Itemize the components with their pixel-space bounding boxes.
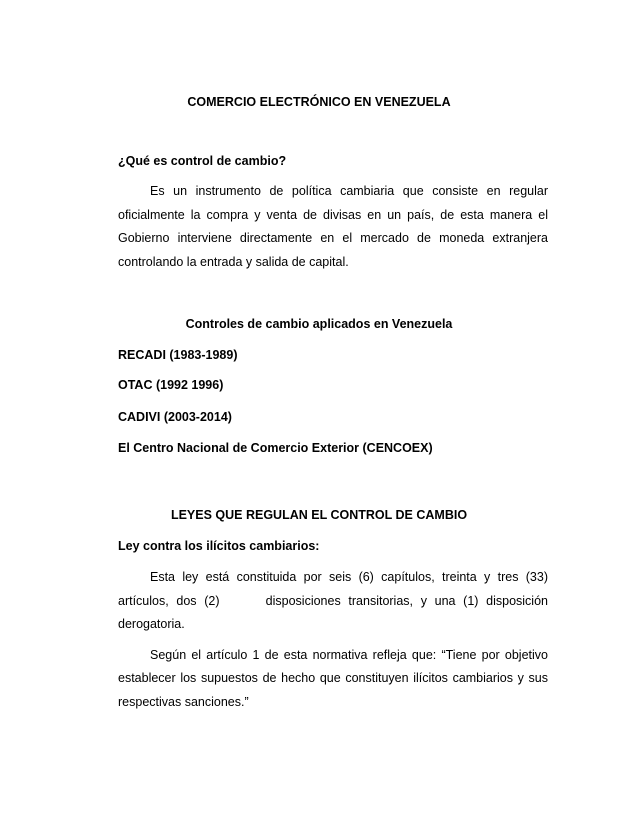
definition-line: controlando la entrada y salida de capital. — [118, 255, 349, 269]
question-heading: ¿Qué es control de cambio? — [118, 154, 287, 168]
definition-line: oficialmente la compra y venta de divisas en un país, de esta manera el — [118, 208, 548, 222]
control-item: El Centro Nacional de Comercio Exterior (CENCOEX) — [118, 441, 433, 455]
laws-heading: LEYES QUE REGULAN EL CONTROL DE CAMBIO — [170, 508, 468, 522]
definition-line: Es un instrumento de política cambiaria que consiste en regular — [150, 184, 548, 198]
law-paragraph-line: Según el artículo 1 de esta normativa refleja que: “Tiene por objetivo — [150, 648, 548, 662]
law-paragraph-line: respectivas sanciones.” — [118, 695, 249, 709]
control-item: OTAC (1992 1996) — [118, 378, 224, 392]
control-item: RECADI (1983-1989) — [118, 348, 238, 362]
law-title: Ley contra los ilícitos cambiarios: — [118, 539, 320, 553]
law-paragraph-line: artículos, dos (2) disposiciones transitorias, y una (1) disposición — [118, 594, 548, 608]
definition-line: Gobierno interviene directamente en el mercado de moneda extranjera — [118, 231, 548, 245]
law-paragraph-line: Esta ley está constituida por seis (6) capítulos, treinta y tres (33) — [150, 570, 548, 584]
law-paragraph-line: derogatoria. — [118, 617, 185, 631]
law-paragraph-line: establecer los supuestos de hecho que constituyen ilícitos cambiarios y sus — [118, 671, 548, 685]
controls-heading: Controles de cambio aplicados en Venezuela — [185, 317, 453, 331]
control-item: CADIVI (2003-2014) — [118, 410, 232, 424]
document-title: COMERCIO ELECTRÓNICO EN VENEZUELA — [187, 95, 451, 109]
